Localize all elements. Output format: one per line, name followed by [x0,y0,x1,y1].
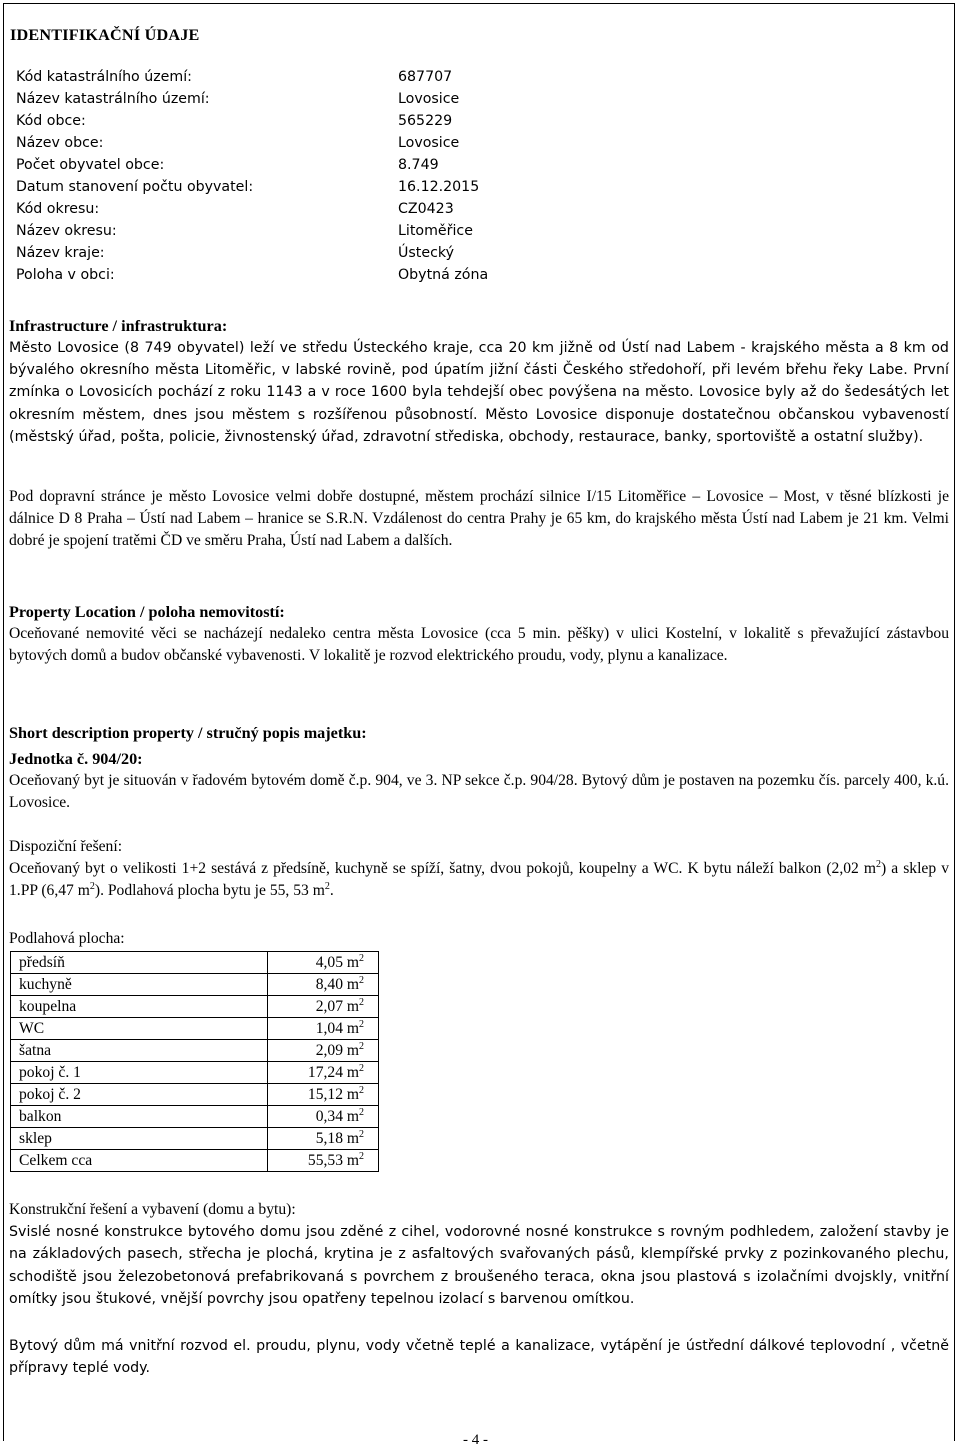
superscript: 2 [89,881,95,893]
room-area-value: 8,40 [315,976,343,993]
location-section [9,601,949,667]
room-area-value: 0,34 [315,1108,343,1125]
floor-area-row [11,1084,379,1106]
construction-text: Svislé nosné konstrukce bytového domu jsou zděné z cihel, vodorovné nosné konstrukce s rovným podhledem, založení stavby je na základových pasech, střecha je plochá, krytina je z asfaltových svařovaných pásů, klempířské prvky z pozinkovaného plechu, schodiště jsou železobetonová prefabrikovaná s povrchem z broušeného teraca, okna jsou plastová s izolačními dvojskly, vnitřní omítky jsou štukové, vnější povrchy jsou opatřeny tepelnou izolací s barvenou omítkou. [9,1224,949,1307]
floor-area-row [11,996,379,1018]
identification-label: Název katastrálního území: [16,91,210,107]
floor-area-row [11,1150,379,1172]
superscript: 2 [359,1041,365,1052]
infrastructure-section [9,315,949,448]
identification-label: Název okresu: [16,223,117,239]
area-unit: m [346,1108,360,1125]
room-name: sklep [11,1128,268,1150]
room-area [268,1062,379,1084]
location-heading: Property Location / poloha nemovitostí: [9,603,285,621]
room-area-value: 5,18 [315,1130,343,1147]
area-unit: m [346,1086,360,1103]
room-name: předsíň [11,952,268,974]
construction-section [9,1199,949,1310]
superscript: 2 [324,881,330,893]
room-name: koupelna [11,996,268,1018]
identification-label: Kód katastrálního území: [16,69,192,85]
layout-text-part-4: . [329,882,334,900]
identification-label: Název kraje: [16,245,105,261]
area-unit: m [346,1042,360,1059]
room-area-value: 55,53 [307,1152,343,1169]
floor-area-heading: Podlahová plocha: [9,930,125,947]
identification-label: Poloha v obci: [16,267,115,283]
room-name: balkon [11,1106,268,1128]
layout-text-part-1: Oceňovaný byt o velikosti 1+2 sestává z předsíně, kuchyně se spíží, šatny, dvou pokojů, koupelny a WC. K bytu náleží balkon (2,02 m [9,860,876,878]
layout-text [9,858,949,902]
identification-value: 8.749 [398,157,439,173]
location-text: Oceňované nemovité věci se nacházejí nedaleko centra města Lovosice (cca 5 min. pěšky) v ulici Kostelní, v lokalitě s převažující zástavbou bytových domů a budov občanské vybavenosti. V lokalitě je rozvod elektrického proudu, vody, plynu a kanalizace. [9,625,949,665]
area-unit: m [346,1064,360,1081]
room-name: kuchyně [11,974,268,996]
identification-label: Kód obce: [16,113,86,129]
identification-value: 565229 [398,113,453,129]
identification-label: Počet obyvatel obce: [16,157,165,173]
identification-value: 16.12.2015 [398,179,480,195]
room-name: WC [11,1018,268,1040]
unit-text: Oceňovaný byt je situován v řadovém bytovém domě č.p. 904, ve 3. NP sekce č.p. 904/28. Bytový dům je postaven na pozemku čís. parcely 400, k.ú. Lovosice. [9,772,949,812]
room-name: pokoj č. 1 [11,1062,268,1084]
room-area [268,1018,379,1040]
floor-area-row [11,1040,379,1062]
identification-value: Lovosice [398,91,460,107]
floor-area-table [10,951,379,1172]
superscript: 2 [359,1107,365,1118]
room-area-value: 17,24 [307,1064,343,1081]
construction-heading: Konstrukční řešení a vybavení (domu a bytu): [9,1201,296,1218]
identification-value: Ústecký [398,245,454,261]
room-area-value: 1,04 [315,1020,343,1037]
area-unit: m [346,954,360,971]
room-name: pokoj č. 2 [11,1084,268,1106]
transport-paragraph: Pod dopravní stránce je město Lovosice velmi dobře dostupné, městem prochází silnice I/15 Litoměřice – Lovosice – Most, v těsné blízkosti je dálnice D 8 Praha – Ústí nad Labem – hranice se S.R.N. Vzdálenost do centra Prahy je 65 km, do krajského města Ústí nad Labem je 21 km. Velmi dobré je spojení tratěmi ČD ve směru Praha, Ústí nad Labem a dalších. [9,488,949,550]
superscript: 2 [359,975,365,986]
infrastructure-heading: Infrastructure / infrastruktura: [9,317,228,335]
room-area-value: 4,05 [315,954,343,971]
utilities-text: Bytový dům má vnitřní rozvod el. proudu, plynu, vody včetně teplé a kanalizace, vytápění je ústřední dálkové teplovodní , včetně přípravy teplé vody. [9,1338,949,1377]
room-area-value: 2,07 [315,998,343,1015]
superscript: 2 [359,1063,365,1074]
area-unit: m [346,1152,360,1169]
superscript: 2 [359,997,365,1008]
room-area [268,1128,379,1150]
unit-heading: Jednotka č. 904/20: [9,750,143,768]
superscript: 2 [876,859,881,871]
layout-section [9,836,949,903]
identification-value: 687707 [398,69,453,85]
room-area-value: 2,09 [315,1042,343,1059]
floor-area-row [11,1128,379,1150]
area-unit: m [346,1130,360,1147]
identification-label: Název obce: [16,135,104,151]
floor-area-row [11,952,379,974]
room-area [268,1084,379,1106]
superscript: 2 [359,1085,365,1096]
infrastructure-paragraph-1: Město Lovosice (8 749 obyvatel) leží ve středu Ústeckého kraje, cca 20 km jižně od Ústí nad Labem - krajského města a 8 km od bývalého okresního města Litoměřic, v labské rovině, pod úpatím jižní části Českého středohoří, při levém břehu řeky Labe. První zmínka o Lovosicích pochází z roku 1143 a v roce 1600 byla tehdejší obec povýšena na město. Lovosice byly až do šedesátých let okresním městem, dnes jsou městem s rozšířenou působností. Město Lovosice disponuje dostatečnou občanskou vybaveností (městský úřad, pošta, policie, živnostenský úřad, zdravotní střediska, obchody, restaurace, banky, sportoviště a ostatní služby). [9,340,949,445]
layout-heading: Dispoziční řešení: [9,838,123,855]
identification-value: Obytná zóna [398,267,489,283]
page-number: - 4 - [463,1432,488,1448]
room-area [268,1106,379,1128]
room-area [268,1150,379,1172]
room-area [268,974,379,996]
area-unit: m [346,998,360,1015]
layout-text-part-3: ). Podlahová plocha bytu je 55, 53 m [94,882,325,900]
room-area-value: 15,12 [307,1086,343,1103]
room-area [268,1040,379,1062]
superscript: 2 [359,1151,365,1162]
identification-value: CZ0423 [398,201,454,217]
layout-text-part-2: ) a sklep v 1.PP (6,47 m [9,860,949,900]
superscript: 2 [359,1129,365,1140]
page-title: IDENTIFIKAČNÍ ÚDAJE [10,26,200,44]
area-unit: m [346,1020,360,1037]
floor-area-row [11,1106,379,1128]
floor-area-row [11,1018,379,1040]
identification-label: Datum stanovení počtu obyvatel: [16,179,254,195]
short-description-heading: Short description property / stručný popis majetku: [9,724,367,742]
superscript: 2 [359,1019,365,1030]
short-description-section [9,722,949,814]
superscript: 2 [359,953,365,964]
identification-value: Lovosice [398,135,460,151]
identification-label: Kód okresu: [16,201,100,217]
room-name: Celkem cca [11,1150,268,1172]
floor-area-row [11,974,379,996]
room-area [268,952,379,974]
room-area [268,996,379,1018]
floor-area-row [11,1062,379,1084]
identification-value: Litoměřice [398,223,473,239]
area-unit: m [346,976,360,993]
room-name: šatna [11,1040,268,1062]
